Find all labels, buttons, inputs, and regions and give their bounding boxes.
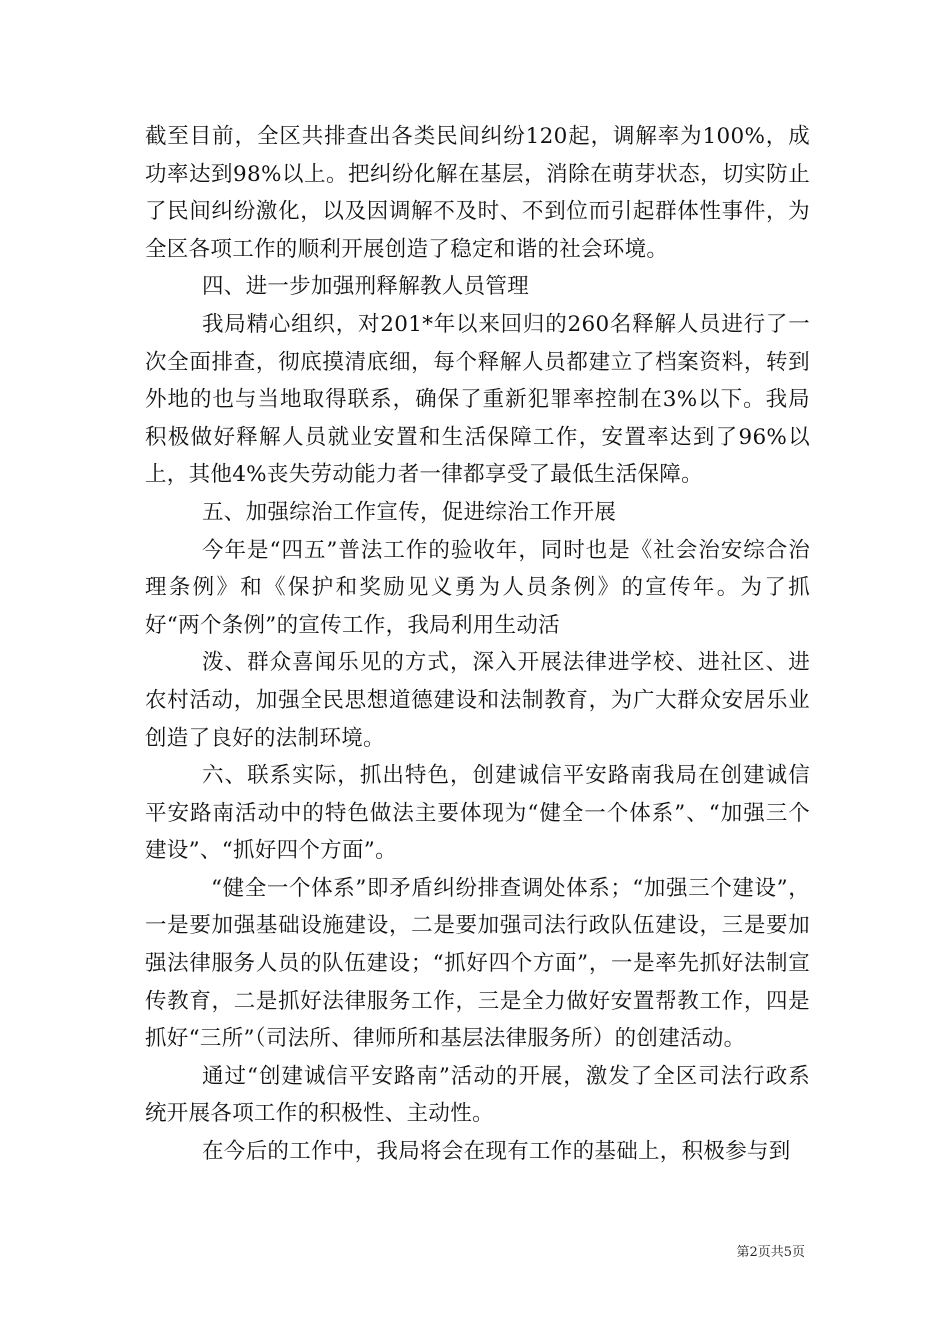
paragraph-campaign-effect: 通过“创建诚信平安路南”活动的开展，激发了全区司法行政系统开展各项工作的积极性、主动性。 <box>145 1063 810 1127</box>
paragraph-dispute-stats: 截至目前，全区共排查出各类民间纠纷120起，调解率为100%，成功率达到98%以上。把纠纷化解在基层，消除在萌芽状态，切实防止了民间纠纷激化，以及因调解不及时、不到位而引起群体性事件，为全区各项工作的顺利开展创造了稳定和谐的社会环境。 <box>145 124 810 262</box>
paragraph-released-persons: 我局精心组织，对201*年以来回归的260名释解人员进行了一次全面排查，彻底摸清底细，每个释解人员都建立了档案资料，转到外地的也与当地取得联系，确保了重新犯罪率控制在3%以下。我局积极做好释解人员就业安置和生活保障工作，安置率达到了96%以上，其他4%丧失劳动能力者一律都享受了最低生活保障。 <box>145 311 810 488</box>
section-heading-six: 六、联系实际，抓出特色，创建诚信平安路南我局在创建诚信平安路南活动中的特色做法主要体现为“健全一个体系”、“加强三个建设”、“抓好四个方面”。 <box>145 763 810 864</box>
paragraph-publicity-methods: 泼、群众喜闻乐见的方式，深入开展法律进学校、进社区、进农村活动，加强全民思想道德建设和法制教育，为广大群众安居乐业创造了良好的法制环境。 <box>145 650 810 751</box>
section-heading-four: 四、进一步加强刑释解教人员管理 <box>202 274 530 300</box>
paragraph-one-system-three-builds: “健全一个体系”即矛盾纠纷排查调处体系；“加强三个建设”，一是要加强基础设施建设，二是要加强司法行政队伍建设，三是要加强法律服务人员的队伍建设；“抓好四个方面”，一是率先抓好法制宣传教育，二是抓好法律服务工作，三是全力做好安置帮教工作，四是抓好“三所”（司法所、律师所和基层法律服务所）的创建活动。 <box>145 875 810 1052</box>
paragraph-future-work: 在今后的工作中，我局将会在现有工作的基础上，积极参与到 <box>202 1139 791 1165</box>
section-heading-five: 五、加强综治工作宣传，促进综治工作开展 <box>202 499 617 525</box>
document-body <box>145 118 810 1171</box>
paragraph-publicity-year: 今年是“四五”普法工作的验收年，同时也是《社会治安综合治理条例》和《保护和奖励见义勇为人员条例》的宣传年。为了抓好“两个条例”的宣传工作，我局利用生动活 <box>145 537 810 638</box>
page-number-footer: 第2页共5页 <box>736 1245 805 1260</box>
